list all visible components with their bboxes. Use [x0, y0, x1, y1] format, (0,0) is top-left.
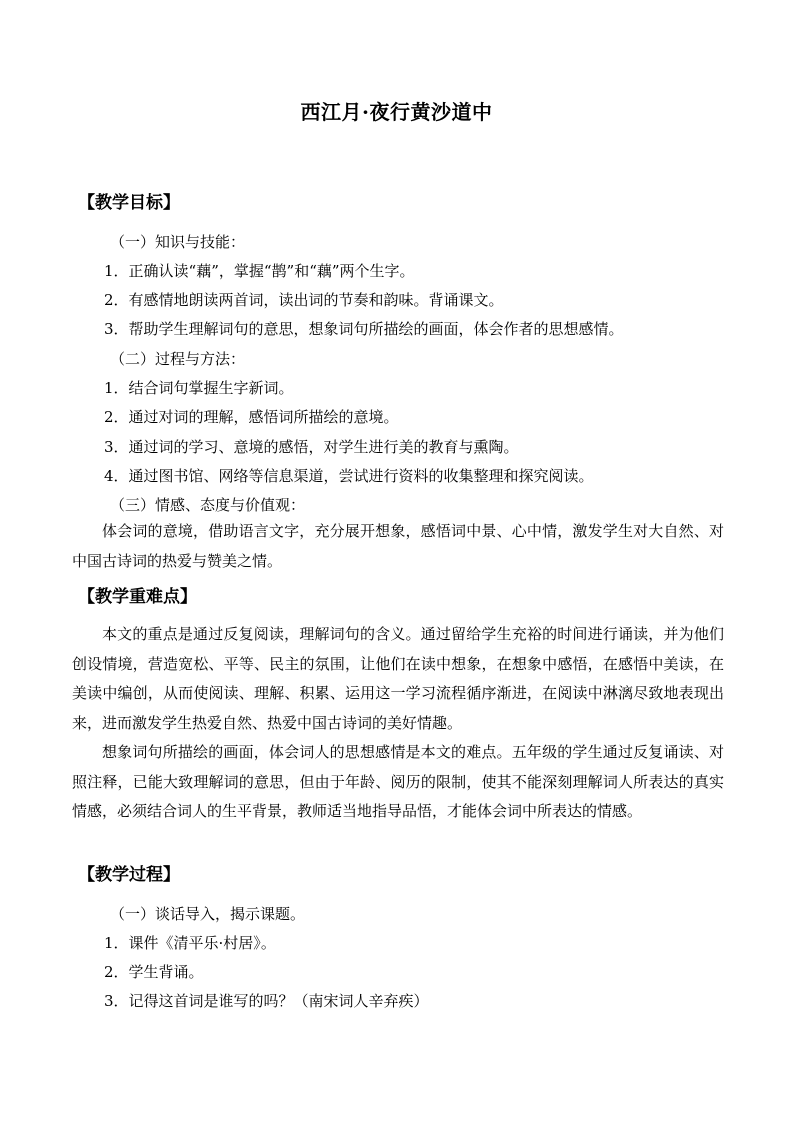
key-points-paragraph-1: 本文的重点是通过反复阅读，理解词句的含义。通过留给学生充裕的时间进行诵读，并为他们创设情境，营造宽松、平等、民主的氛围，让他们在读中想象，在想象中感悟，在感悟中美读，在美读中编创，从而使阅读、理解、积累、运用这一学习流程循序渐进，在阅读中淋漓尽致地表现出来，进而激发学生热爱自然、热爱中国古诗词的美好情趣。 — [72, 625, 724, 732]
section-heading-goals: 【教学目标】 — [78, 193, 180, 213]
process-intro-heading: （一）谈话导入，揭示课题。 — [110, 905, 306, 923]
document-title: 西江月·夜行黄沙道中 — [300, 100, 493, 124]
process-method-heading: （二）过程与方法： — [110, 350, 246, 368]
process-method-item-4: 4．通过图书馆、网络等信息渠道，尝试进行资料的收集整理和探究阅读。 — [104, 467, 594, 485]
process-item-1: 1．课件《清平乐·村居》。 — [104, 934, 276, 952]
process-method-item-3: 3．通过词的学习、意境的感悟，对学生进行美的教育与熏陶。 — [104, 438, 519, 456]
knowledge-item-3: 3．帮助学生理解词句的意思，想象词句所描绘的画面，体会作者的思想感情。 — [104, 320, 624, 338]
knowledge-heading: （一）知识与技能： — [110, 233, 246, 251]
process-item-2: 2．学生背诵。 — [104, 963, 204, 981]
process-item-3: 3．记得这首词是谁写的吗？（南宋词人辛弃疾） — [104, 992, 429, 1010]
section-heading-key-points: 【教学重难点】 — [78, 587, 197, 607]
emotion-paragraph: 体会词的意境，借助语言文字，充分展开想象，感悟词中景、心中情，激发学生对大自然、对中国古诗词的热爱与赞美之情。 — [72, 522, 724, 570]
process-method-item-2: 2．通过对词的理解，感悟词所描绘的意境。 — [104, 408, 399, 426]
emotion-heading: （三）情感、态度与价值观： — [110, 496, 306, 514]
section-heading-process: 【教学过程】 — [78, 865, 180, 885]
knowledge-item-2: 2．有感情地朗读两首词，读出词的节奏和韵味。背诵课文。 — [104, 291, 504, 309]
process-method-item-1: 1．结合词句掌握生字新词。 — [104, 379, 294, 397]
knowledge-item-1: 1．正确认读“藕”，掌握“鹊”和“藕”两个生字。 — [104, 262, 415, 280]
key-points-paragraph-2: 想象词句所描绘的画面，体会词人的思想感情是本文的难点。五年级的学生通过反复诵读、对照注释，已能大致理解词的意思，但由于年龄、阅历的限制，使其不能深刻理解词人所表达的真实情感，必须结合词人的生平背景，教师适当地指导品悟，才能体会词中所表达的情感。 — [72, 743, 724, 820]
